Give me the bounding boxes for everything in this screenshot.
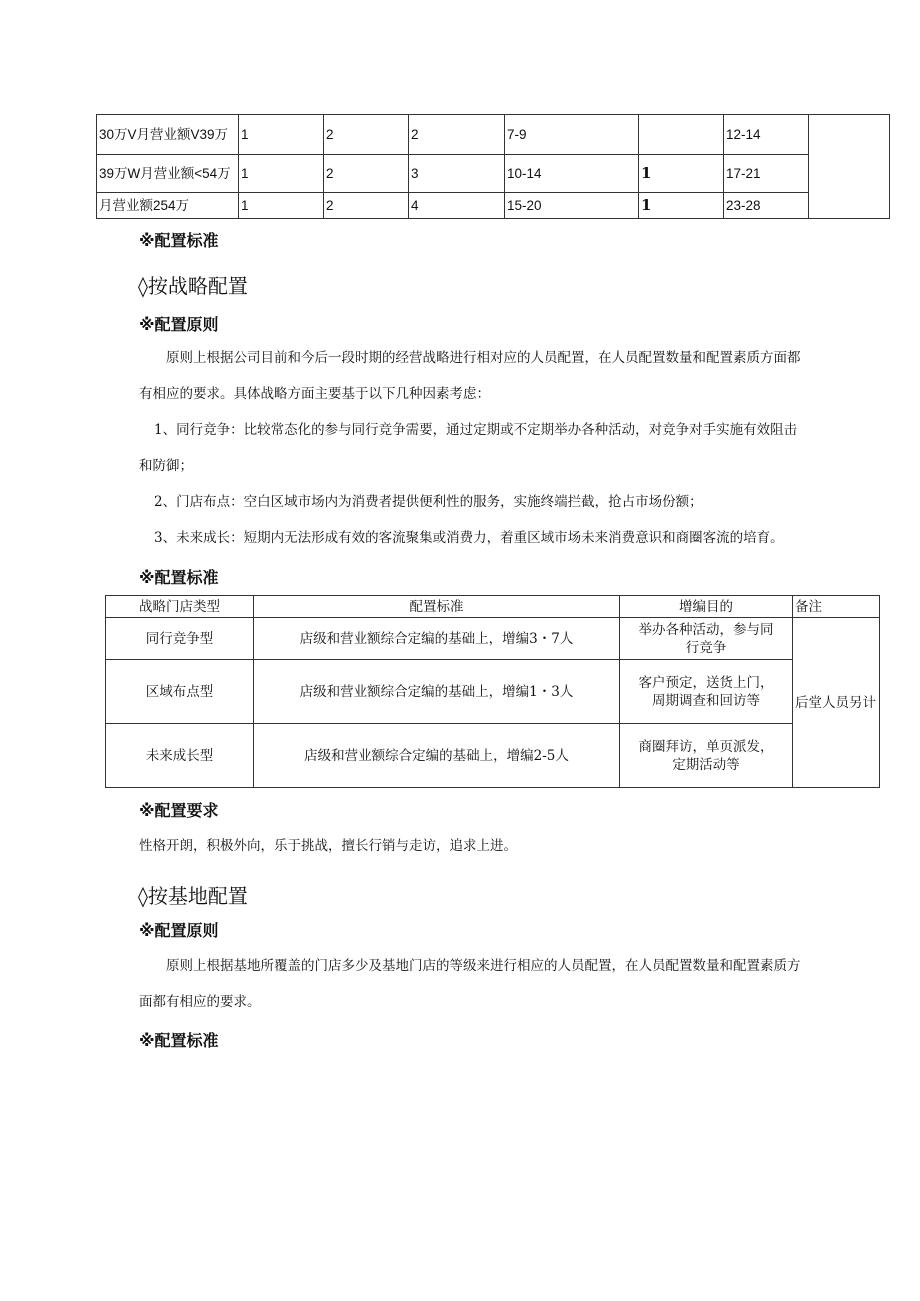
table-row [97,193,890,219]
revenue-category-cell: 30万V月营业额V39万 [97,115,239,155]
requirement-text: 性格开朗，积极外向，乐于挑战，擅长行销与走访，追求上进。 [139,838,517,854]
revenue-category-cell: 月营业额254万 [97,193,239,219]
section-title: ◊按基地配置 [138,884,248,908]
revenue-staffing-table [96,114,890,219]
table-header-row [106,596,880,618]
revenue-category-cell: 39万W月营业额<54万 [97,155,239,193]
table-cell: 3 [409,155,505,193]
table-cell: 2 [324,115,409,155]
table-cell: 17-21 [724,155,809,193]
section-heading: ※配置标准 [139,231,219,250]
strategy-staffing-table [105,595,880,788]
table-cell: 10-14 [505,155,639,193]
paragraph-line: 原则上根据公司目前和今后一段时期的经营战略进行相对应的人员配置，在人员配置数量和配置素质方面都 [166,350,801,366]
table-cell: 1 [239,115,324,155]
table-cell: 4 [409,193,505,219]
paragraph-line: 面都有相应的要求。 [139,994,261,1010]
table-cell: 1 [639,155,724,193]
column-header: 增编目的 [620,596,793,618]
paragraph-line: 3、未来成长：短期内无法形成有效的客流聚集或消费力，着重区域市场未来消费意识和商圈客流的培育。 [154,530,784,546]
store-type-cell: 区域布点型 [106,660,254,724]
table-row [97,155,890,193]
table-cell: 1 [639,193,724,219]
store-type-cell: 同行竞争型 [106,618,254,660]
table-cell: 2 [324,155,409,193]
table-cell-blank [809,115,890,219]
standard-cell: 店级和营业额综合定编的基础上，增编2-5人 [254,724,620,788]
note-cell: 后堂人员另计 [793,618,880,788]
section-title: ◊按战略配置 [138,274,248,298]
section-heading: ※配置要求 [139,801,219,820]
standard-cell: 店级和营业额综合定编的基础上，增编1・3人 [254,660,620,724]
column-header: 备注 [793,596,880,618]
table-cell [639,115,724,155]
table-cell: 15-20 [505,193,639,219]
table-cell: 12-14 [724,115,809,155]
table-cell: 2 [324,193,409,219]
table-row [97,115,890,155]
table-cell: 1 [239,193,324,219]
paragraph-line: 2、门店布点：空白区域市场内为消费者提供便利性的服务，实施终端拦截，抢占市场份额； [154,494,703,510]
paragraph-line: 有相应的要求。具体战略方面主要基于以下几种因素考虑： [139,386,490,402]
table-row [106,618,880,660]
table-row [106,660,880,724]
table-cell: 2 [409,115,505,155]
section-heading: ※配置标准 [139,568,219,587]
section-heading: ※配置标准 [139,1031,219,1050]
store-type-cell: 未来成长型 [106,724,254,788]
purpose-cell: 商圈拜访，单页派发，定期活动等 [620,724,793,788]
column-header: 配置标准 [254,596,620,618]
paragraph-line: 1、同行竞争：比较常态化的参与同行竞争需要，通过定期或不定期举办各种活动，对竞争对手实施有效阻击 [154,422,798,438]
table-cell: 23-28 [724,193,809,219]
column-header: 战略门店类型 [106,596,254,618]
section-heading: ※配置原则 [139,315,219,334]
table-row [106,724,880,788]
paragraph-line: 原则上根据基地所覆盖的门店多少及基地门店的等级来进行相应的人员配置，在人员配置数量和配置素质方 [166,958,801,974]
table-cell: 1 [239,155,324,193]
standard-cell: 店级和营业额综合定编的基础上，增编3・7人 [254,618,620,660]
section-heading: ※配置原则 [139,921,219,940]
paragraph [139,340,889,556]
paragraph-line: 和防御； [139,458,193,474]
paragraph [139,948,889,1020]
purpose-cell: 客户预定，送货上门，周期调查和回访等 [620,660,793,724]
table-cell: 7-9 [505,115,639,155]
purpose-cell: 举办各种活动，参与同行竞争 [620,618,793,660]
